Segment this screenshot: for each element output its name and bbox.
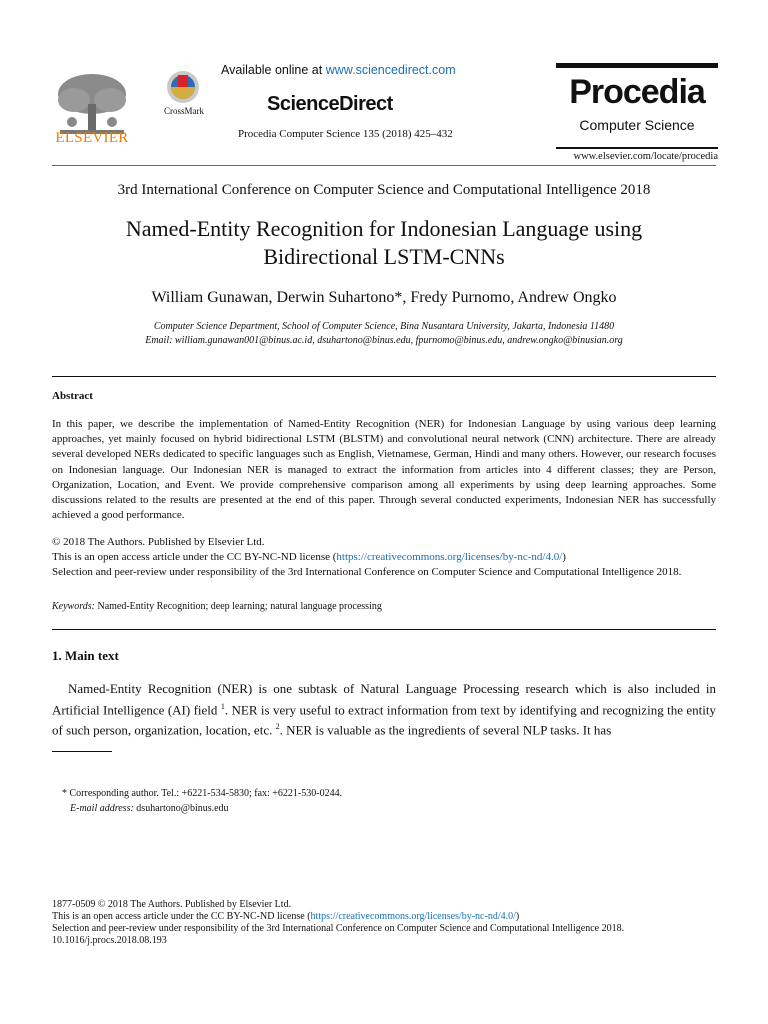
computer-science-wordmark: Computer Science — [579, 117, 695, 133]
paper-title-line-1: Named-Entity Recognition for Indonesian Language using — [125, 216, 643, 241]
abstract-bottom-rule — [52, 629, 716, 630]
paragraph-part-1: Named-Entity Recognition (NER) is one subtask of Natural Language Processing research which is also included in Artificial Intelligence (AI) field — [52, 681, 716, 717]
available-online-line — [221, 63, 456, 77]
corresponding-author-note: * Corresponding author. Tel.: +6221-534-5830; fax: +6221-530-0244. — [62, 788, 343, 799]
header-divider — [52, 165, 716, 166]
issn-line: 1877-0509 © 2018 The Authors. Published by Elsevier Ltd. — [52, 899, 292, 910]
footnote-block — [62, 786, 702, 816]
citation-ref-1[interactable]: 1 — [220, 701, 225, 711]
paragraph-part-3: . NER is valuable as the ingredients of several NLP tasks. It has — [279, 722, 612, 738]
sciencedirect-link[interactable]: www.sciencedirect.com — [325, 63, 456, 77]
citation-ref-2[interactable]: 2 — [275, 722, 280, 732]
abstract-heading: Abstract — [52, 390, 93, 402]
affiliation-block — [0, 320, 768, 348]
copyright-line: © 2018 The Authors. Published by Elsevier Ltd. — [52, 536, 265, 548]
license-prefix: This is an open access article under the CC BY-NC-ND license ( — [52, 551, 337, 563]
author-emails: Email: william.gunawan001@binus.ac.id, dsuhartono@binus.edu, fpurnomo@binus.edu, andrew.ongko@binusian.org — [145, 335, 623, 346]
corresponding-email: dsuhartono@binus.edu — [133, 803, 229, 814]
conference-name: 3rd International Conference on Computer Science and Computational Intelligence 2018 — [117, 182, 651, 198]
keywords-list: Named-Entity Recognition; deep learning; natural language processing — [94, 601, 382, 612]
crossmark-label: CrossMark — [164, 106, 204, 116]
footer-license-link[interactable]: https://creativecommons.org/licenses/by-nc-nd/4.0/ — [310, 911, 516, 922]
elsevier-wordmark: ELSEVIER — [55, 130, 129, 146]
crossmark-icon[interactable] — [160, 70, 206, 106]
paper-title — [0, 215, 768, 271]
doi[interactable]: 10.1016/j.procs.2018.08.193 — [52, 935, 167, 946]
email-label: E-mail address: — [70, 803, 134, 814]
journal-citation: Procedia Computer Science 135 (2018) 425–432 — [238, 128, 453, 140]
procedia-wordmark: Procedia — [569, 73, 705, 111]
footer-license-line — [52, 911, 716, 923]
keywords-line — [52, 601, 716, 612]
affiliation: Computer Science Department, School of Computer Science, Bina Nusantara University, Jakarta, Indonesia 11480 — [153, 321, 615, 332]
available-prefix: Available online at — [221, 63, 326, 77]
author-list: William Gunawan, Derwin Suhartono*, Fredy Purnomo, Andrew Ongko — [151, 289, 617, 306]
paragraph-part-2: . NER is very useful to extract information from text by identifying and recognizing the entity of such person, organization, location, etc. — [52, 701, 716, 738]
license-line — [52, 550, 716, 565]
abstract-license-block — [52, 535, 716, 580]
footer-license-prefix: This is an open access article under the CC BY-NC-ND license ( — [52, 911, 311, 922]
section-heading: 1. Main text — [52, 648, 119, 663]
footer-license-suffix: ) — [515, 911, 520, 922]
abstract-top-rule — [52, 376, 716, 377]
sciencedirect-wordmark: ScienceDirect — [267, 93, 393, 115]
license-suffix: ) — [562, 551, 566, 563]
keywords-label: Keywords: — [52, 601, 95, 612]
corresponding-email-line — [62, 801, 702, 816]
footnote-rule — [52, 751, 112, 752]
license-link[interactable]: https://creativecommons.org/licenses/by-nc-nd/4.0/ — [336, 551, 563, 563]
page-footer — [52, 899, 716, 947]
footer-peer-review: Selection and peer-review under responsibility of the 3rd International Conference on Computer Science and Computational Intelligence 2018. — [52, 923, 625, 934]
journal-url[interactable]: www.elsevier.com/locate/procedia — [573, 151, 718, 162]
peer-review-line: Selection and peer-review under responsibility of the 3rd International Conference on Computer Science and Computational Intelligence 2018. — [52, 566, 682, 578]
paper-title-line-2: Bidirectional LSTM-CNNs — [263, 244, 505, 269]
abstract-text: In this paper, we describe the implementation of Named-Entity Recognition (NER) for Indonesian Language by using various deep learning approaches, yet mainly focused on hybrid bidirectional LSTM (BLSTM) and convolutional neural network (CNN) architecture. There are already several developed NERs dedicated to specific languages such as English, Vietnamese, German, Hindi and many others. However, our research focuses on Indonesian language. Our Indonesian NER is managed to extract the information from articles into 4 different classes; they are Person, Organization, Location, and Event. We provide comprehensive comparison among all experiments by using deep learning approaches. Some discussions related to the results are presented at the end of this paper. Through several conducted experiments, Indonesian NER has successfully achieved a good performance. — [52, 418, 716, 522]
section-paragraph — [52, 680, 716, 739]
